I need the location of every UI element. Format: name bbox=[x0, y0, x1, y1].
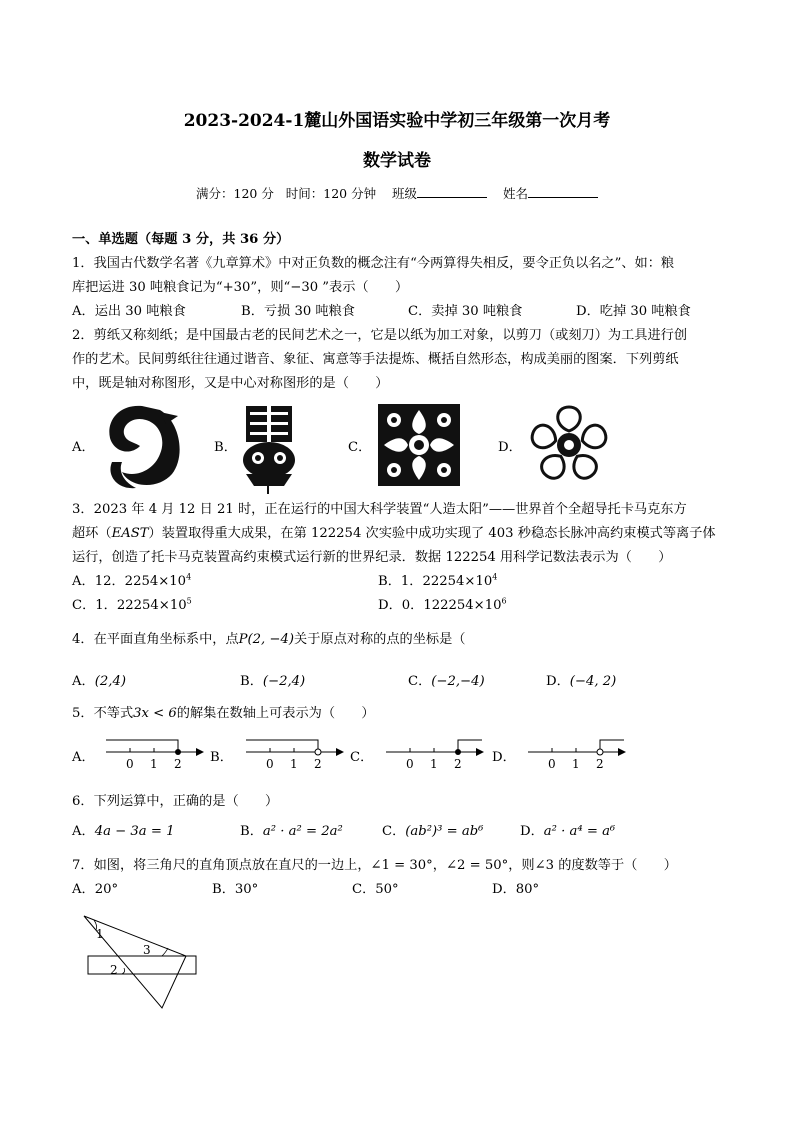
q4-option-b[interactable]: B．(−2,4) bbox=[240, 674, 306, 689]
papercut-dragon-image bbox=[100, 402, 182, 492]
q7-option-a[interactable]: A．20° bbox=[72, 882, 119, 897]
q3-line2: 超环（EAST）装置取得重大成果，在第 122254 次实验中成功实现了 403 秒稳态长脉冲高约束模式等离子体 bbox=[72, 526, 716, 541]
q4-option-a[interactable]: A．(2,4) bbox=[72, 674, 126, 689]
q3-option-c[interactable]: C．1．$22254\times 10^5$ bbox=[72, 596, 192, 613]
nl-d-tick-0: 0 bbox=[548, 757, 556, 771]
nl-c-tick-2: 2 bbox=[454, 757, 462, 771]
info-time: 时间：120 分钟 bbox=[285, 186, 377, 201]
nl-c-tick-0: 0 bbox=[406, 757, 414, 771]
nl-b-tick-1: 1 bbox=[290, 757, 298, 771]
q1-line2: 库把运进 30 吨粮食记为“+30”，则“−30 ”表示（ ） bbox=[72, 280, 409, 295]
q7-option-b[interactable]: B．30° bbox=[212, 882, 259, 897]
info-class: 班级 bbox=[392, 186, 418, 201]
q3-line3: 运行，创造了托卡马克装置高约束模式运行新的世界纪录．数据 122254 用科学记数法表示为（ ） bbox=[72, 550, 672, 565]
papercut-flower-square-image bbox=[376, 402, 462, 488]
q7-stem: 7．如图，将三角尺的直角顶点放在直尺的一边上，∠1 = 30°，∠2 = 50°，则∠3 的度数等于（ ） bbox=[72, 858, 677, 873]
q6-option-c[interactable]: C．(ab²)³ = ab⁶ bbox=[382, 824, 484, 839]
nl-a-tick-1: 1 bbox=[150, 757, 158, 771]
q1-option-c[interactable]: C．卖掉 30 吨粮食 bbox=[408, 304, 523, 319]
q1-option-b[interactable]: B．亏损 30 吨粮食 bbox=[241, 304, 355, 319]
nl-c-tick-1: 1 bbox=[430, 757, 438, 771]
q2-line3: 中，既是轴对称图形，又是中心对称图形的是（ ） bbox=[72, 376, 389, 391]
nl-b-tick-2: 2 bbox=[314, 757, 322, 771]
q2-line1: 2．剪纸又称刻纸；是中国最古老的民间艺术之一，它是以纸为加工对象，以剪刀（或刻刀）为工具进行创 bbox=[72, 328, 688, 343]
q4-option-c[interactable]: C．(−2,−4) bbox=[408, 674, 485, 689]
q6-option-b[interactable]: B．a² · a² = 2a² bbox=[240, 824, 343, 839]
q4-option-d[interactable]: D．(−4, 2) bbox=[546, 674, 617, 689]
angle-1-label: 1 bbox=[96, 927, 104, 941]
exam-title: 2023-2024-1麓山外国语实验中学初三年级第一次月考 bbox=[183, 111, 611, 131]
q5-option-d[interactable]: D． bbox=[492, 750, 516, 765]
q2-option-b[interactable]: B． bbox=[214, 440, 237, 455]
q1-option-a[interactable]: A．运出 30 吨粮食 bbox=[72, 304, 186, 319]
q5-option-c[interactable]: C． bbox=[350, 750, 374, 765]
q5-option-a[interactable]: A． bbox=[72, 750, 95, 765]
nl-a-tick-0: 0 bbox=[126, 757, 134, 771]
nl-d-tick-2: 2 bbox=[596, 757, 604, 771]
angle-2-label: 2 bbox=[110, 963, 118, 977]
exam-info bbox=[0, 184, 794, 202]
papercut-plum-blossom-image bbox=[528, 402, 610, 486]
nl-b-tick-0: 0 bbox=[266, 757, 274, 771]
q2-line2: 作的艺术。民间剪纸往往通过谐音、象征、寓意等手法提炼、概括自然形态，构成美丽的图案．下列剪纸 bbox=[72, 352, 679, 367]
angle-3-label: 3 bbox=[143, 943, 151, 957]
q7-option-d[interactable]: D．80° bbox=[492, 882, 540, 897]
nl-d-tick-1: 1 bbox=[572, 757, 580, 771]
nl-a-tick-2: 2 bbox=[174, 757, 182, 771]
q3-option-d[interactable]: D．0．$122254\times 10^6$ bbox=[378, 596, 507, 613]
q2-option-d[interactable]: D． bbox=[498, 440, 522, 455]
q2-option-c[interactable]: C． bbox=[348, 440, 372, 455]
class-blank[interactable] bbox=[417, 185, 487, 198]
q2-option-a[interactable]: A． bbox=[72, 440, 95, 455]
info-score: 满分：120 分 bbox=[196, 186, 274, 201]
q6-option-d[interactable]: D．a² · a⁴ = a⁶ bbox=[520, 824, 616, 839]
name-blank[interactable] bbox=[528, 185, 598, 198]
q3-option-a[interactable]: A．12．$2254\times 10^4$ bbox=[72, 572, 192, 589]
q7-option-c[interactable]: C．50° bbox=[352, 882, 399, 897]
q3-option-b[interactable]: B．1．$22254\times 10^4$ bbox=[378, 572, 498, 589]
q1-option-d[interactable]: D．吃掉 30 吨粮食 bbox=[576, 304, 691, 319]
q6-stem: 6．下列运算中，正确的是（ ） bbox=[72, 794, 279, 809]
q5-stem: 5．不等式3x < 6的解集在数轴上可表示为（ ） bbox=[72, 706, 375, 721]
q6-option-a[interactable]: A．4a − 3a = 1 bbox=[72, 824, 175, 839]
papercut-double-happiness-image bbox=[240, 402, 298, 494]
section-heading: 一、单选题（每题 3 分，共 36 分） bbox=[72, 232, 290, 247]
q1-line1: 1．我国古代数学名著《九章算术》中对正负数的概念注有“今两算得失相反，要令正负以名之”、如：粮 bbox=[72, 256, 675, 271]
q4-stem: 4．在平面直角坐标系中，点P(2, −4)关于原点对称的点的坐标是（ bbox=[72, 632, 466, 647]
info-name: 姓名 bbox=[502, 186, 528, 201]
exam-subtitle: 数学试卷 bbox=[363, 151, 431, 171]
q5-option-b[interactable]: B． bbox=[210, 750, 233, 765]
q3-line1: 3．2023 年 4 月 12 日 21 时，正在运行的中国大科学装置“人造太阳”——世界首个全超导托卡马克东方 bbox=[72, 502, 687, 517]
